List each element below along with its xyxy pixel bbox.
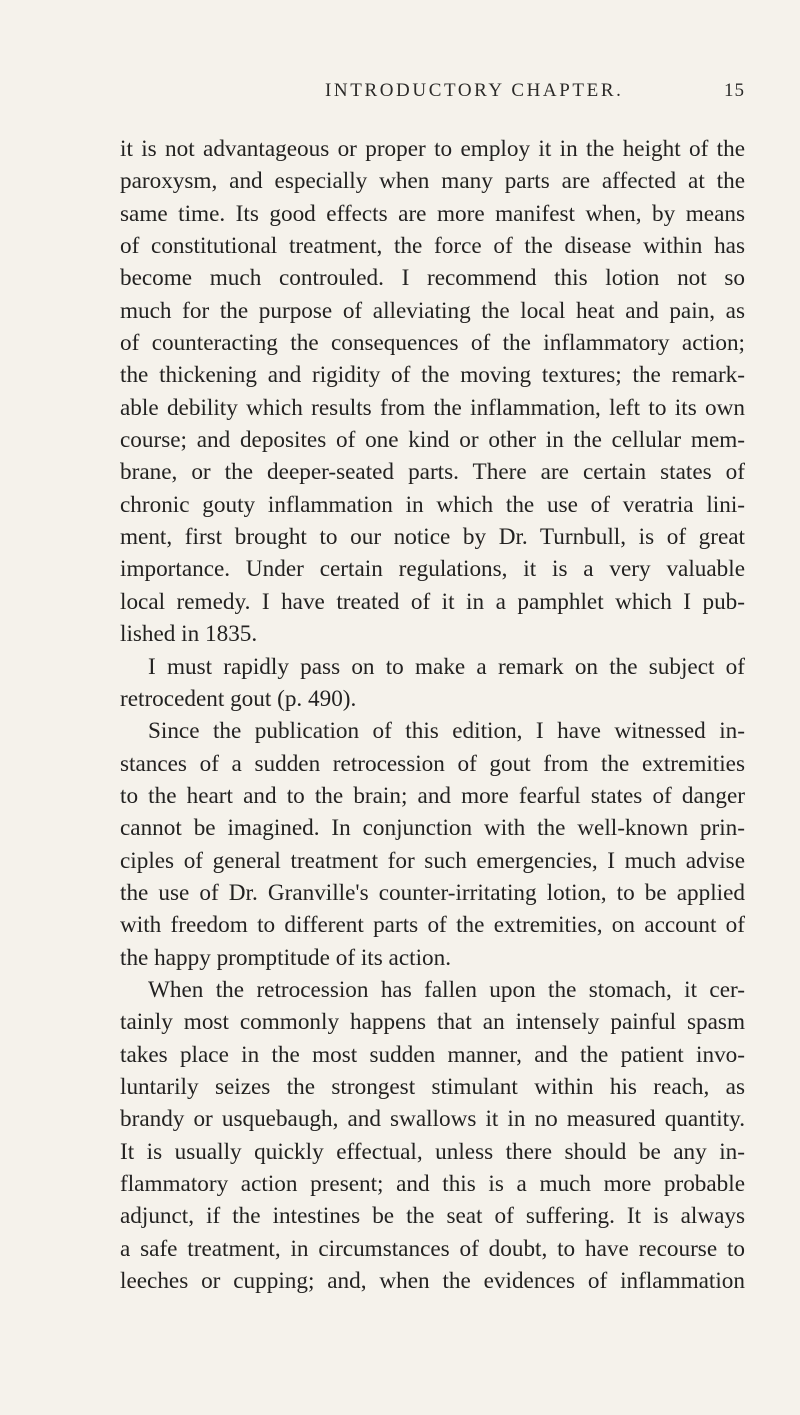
text-line: luntarily seizes the strongest stimulant within his reach, as <box>120 1073 745 1100</box>
text-line: it is not advantageous or proper to employ it in the height of the <box>120 136 745 162</box>
text-line: ment, first brought to our notice by Dr. Turnbull, is of great <box>120 524 745 551</box>
text-line: become much controuled. I recommend this lotion not so <box>120 265 745 292</box>
text-line: stances of a sudden retrocession of gout from the extremities <box>120 750 745 777</box>
paragraph-2 <box>120 651 745 716</box>
text-line: of counteracting the consequences of the inflammatory action; <box>120 330 745 357</box>
running-header <box>120 80 745 110</box>
text-line: course; and deposites of one kind or other in the cellular mem- <box>120 427 745 454</box>
text-line: local remedy. I have treated of it in a pamphlet which I pub- <box>120 588 745 615</box>
paragraph-3 <box>120 715 745 974</box>
text-line: of constitutional treatment, the force of the disease within has <box>120 233 745 260</box>
text-line: the happy promptitude of its action. <box>120 944 451 971</box>
text-line: lished in 1835. <box>120 621 258 648</box>
text-line: a safe treatment, in circumstances of doubt, to have recourse to <box>120 1235 745 1262</box>
text-line: same time. Its good effects are more manifest when, by means <box>120 200 745 227</box>
text-line: with freedom to different parts of the extremities, on account of <box>120 912 745 939</box>
text-line: able debility which results from the inflammation, left to its own <box>120 394 745 421</box>
text-line: takes place in the most sudden manner, and the patient invo- <box>120 1041 745 1068</box>
text-line: importance. Under certain regulations, it is a very valuable <box>120 556 745 583</box>
text-line: retrocedent gout (p. 490). <box>120 685 357 712</box>
text-line: chronic gouty inflammation in which the use of veratria lini- <box>120 491 745 518</box>
page-number: 15 <box>724 80 745 101</box>
text-line: cannot be imagined. In conjunction with the well-known prin- <box>120 815 745 842</box>
text-line: ciples of general treatment for such emergencies, I much advise <box>120 847 745 874</box>
text-line: adjunct, if the intestines be the seat of suffering. It is always <box>120 1203 745 1230</box>
running-title: INTRODUCTORY CHAPTER. <box>325 80 624 101</box>
text-line: Since the publication of this edition, I have witnessed in- <box>148 718 745 745</box>
text-line: I must rapidly pass on to make a remark on the subject of <box>148 653 745 680</box>
paragraph-1 <box>120 133 745 651</box>
text-line: leeches or cupping; and, when the evidences of inflammation <box>120 1268 745 1295</box>
text-line: It is usually quickly effectual, unless there should be any in- <box>120 1138 745 1165</box>
text-line: the use of Dr. Granville's counter-irritating lotion, to be applied <box>120 879 745 906</box>
paragraph-4 <box>120 974 745 1297</box>
text-line: much for the purpose of alleviating the local heat and pain, as <box>120 297 745 324</box>
text-line: flammatory action present; and this is a much more probable <box>120 1171 745 1197</box>
text-line: brane, or the deeper-seated parts. There are certain states of <box>120 459 745 486</box>
text-line: When the retrocession has fallen upon the stomach, it cer- <box>148 976 745 1003</box>
text-line: brandy or usquebaugh, and swallows it in no measured quantity. <box>120 1106 745 1133</box>
text-line: the thickening and rigidity of the moving textures; the remark- <box>120 362 745 389</box>
text-line: tainly most commonly happens that an intensely painful spasm <box>120 1009 745 1036</box>
body-text <box>120 133 745 1297</box>
text-line: to the heart and to the brain; and more fearful states of danger <box>120 782 745 809</box>
text-line: paroxysm, and especially when many parts are affected at the <box>120 168 745 195</box>
